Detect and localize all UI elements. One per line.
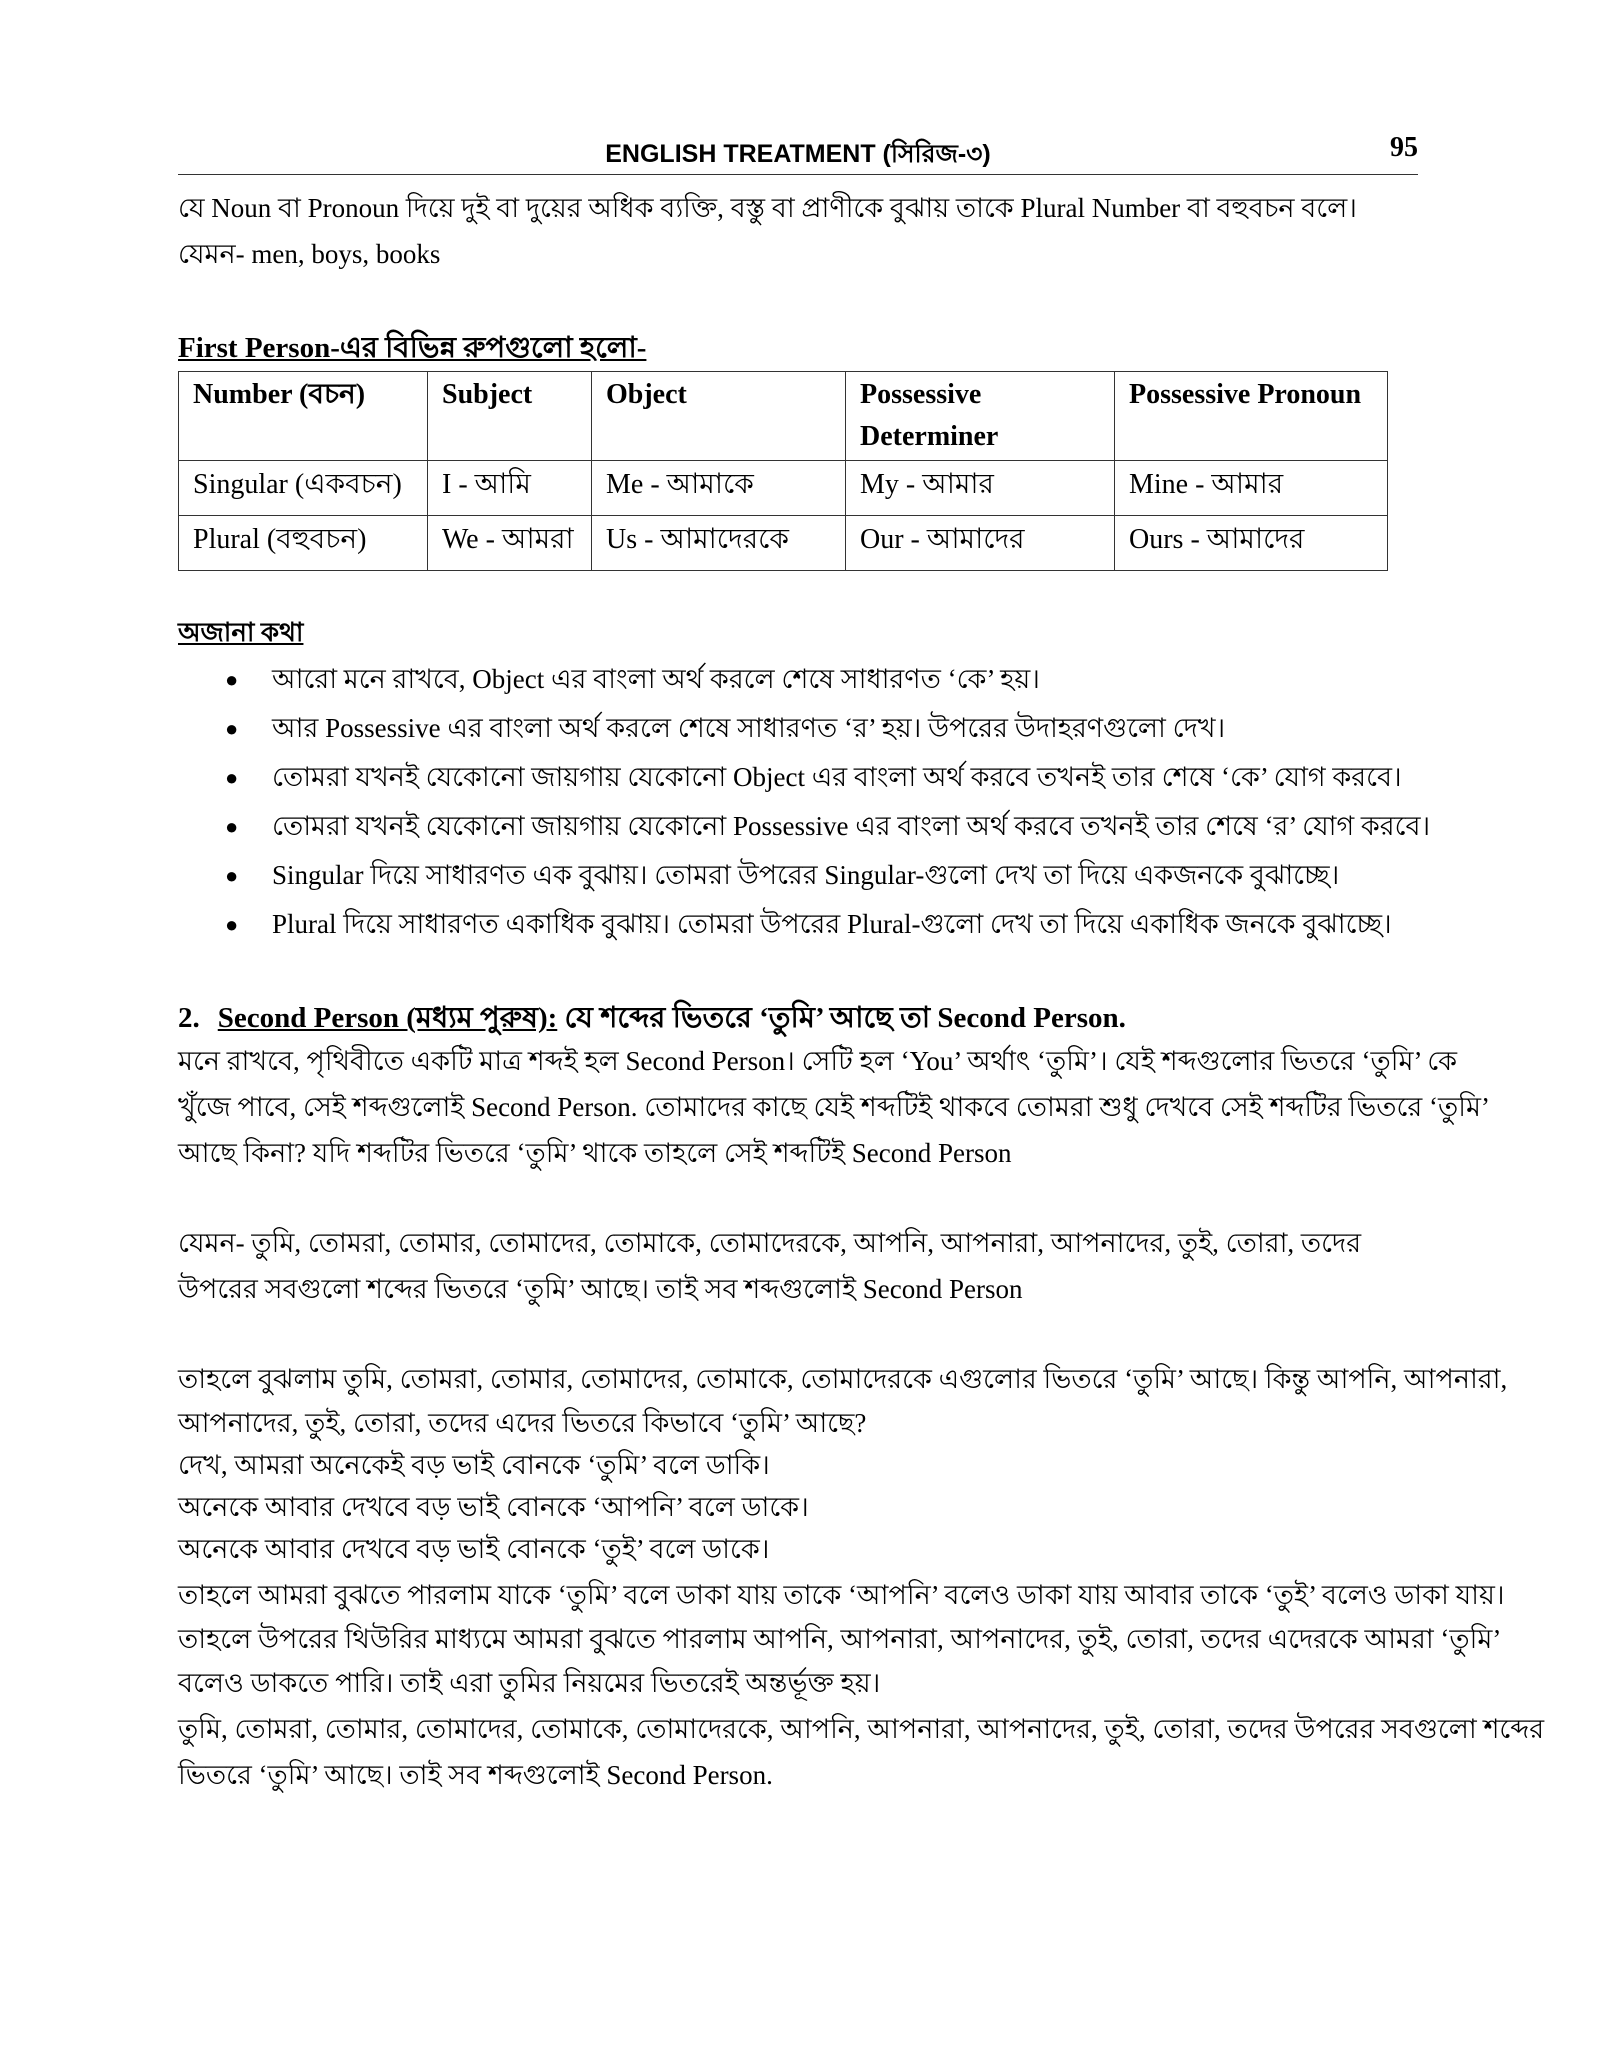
list-item	[220, 851, 1430, 900]
header-title: ENGLISH TREATMENT (সিরিজ-৩)	[605, 140, 991, 168]
intro-line-1: যে Noun বা Pronoun দিয়ে দুই বা দুয়ের অধিক ব্যক্তি, বস্তু বা প্রাণীকে বুঝায় তাকে Plural Number বা বহুবচন বলে।	[178, 193, 1357, 223]
table-header-cell: Possessive Pronoun	[1115, 372, 1388, 461]
bullet-icon: ●	[225, 814, 239, 839]
table-cell: Me - আমাকে	[592, 461, 846, 516]
paragraph-line: যেমন- তুমি, তোমরা, তোমার, তোমাদের, তোমাকে, তোমাদেরকে, আপনি, আপনারা, আপনাদের, তুই, তোরা, তদের	[178, 1228, 1362, 1258]
paragraph-line: উপরের সবগুলো শব্দের ভিতরে ‘তুমি’ আছে। তাই সব শব্দগুলোই Second Person	[178, 1274, 1023, 1304]
intro-line-2: যেমন- men, boys, books	[178, 239, 441, 269]
table-cell: I - আমি	[428, 461, 592, 516]
section-title: Second Person (মধ্যম পুরুষ):	[217, 1002, 558, 1034]
list-item-text: আরো মনে রাখবে, Object এর বাংলা অর্থ করলে শেষে সাধারণত ‘কে’ হয়।	[272, 664, 1040, 694]
bullet-icon: ●	[225, 863, 239, 888]
paragraph-line: দেখ, আমরা অনেকেই বড় ভাই বোনকে ‘তুমি’ বলে ডাকি।	[178, 1450, 770, 1480]
paragraph-line: তাহলে বুঝলাম তুমি, তোমরা, তোমার, তোমাদের, তোমাকে, তোমাদেরকে এগুলোর ভিতরে ‘তুমি’ আছে। কিন্তু আপনি, আপনারা,	[178, 1364, 1508, 1394]
facts-list	[220, 655, 1430, 949]
second-person-heading	[178, 995, 1126, 1044]
paragraph-line: তাহলে উপরের থিউরির মাধ্যমে আমরা বুঝতে পারলাম আপনি, আপনারা, আপনাদের, তুই, তোরা, তদের এদেরকে আমরা ‘তুমি’	[178, 1624, 1502, 1654]
table-header-cell: Object	[592, 372, 846, 461]
paragraph-line: আপনাদের, তুই, তোরা, তদের এদের ভিতরে কিভাবে ‘তুমি’ আছে?	[178, 1408, 867, 1438]
table-row	[179, 461, 1388, 516]
list-item-text: Plural দিয়ে সাধারণত একাধিক বুঝায়। তোমরা উপরের Plural-গুলো দেখ তা দিয়ে একাধিক জনকে বুঝাচ্ছে।	[272, 909, 1392, 939]
paragraph-line: ভিতরে ‘তুমি’ আছে। তাই সব শব্দগুলোই Second Person.	[178, 1760, 773, 1790]
list-item	[220, 753, 1430, 802]
page-header	[178, 130, 1418, 175]
unknown-facts-heading: অজানা কথা	[178, 618, 304, 647]
table-cell: My - আমার	[846, 461, 1115, 516]
paragraph-line: আছে কিনা? যদি শব্দটির ভিতরে ‘তুমি’ থাকে তাহলে সেই শব্দটিই Second Person	[178, 1138, 1012, 1168]
first-person-heading: First Person-এর বিভিন্ন রুপগুলো হলো-	[178, 332, 647, 364]
table-header-cell: Subject	[428, 372, 592, 461]
paragraph-line: মনে রাখবে, পৃথিবীতে একটি মাত্র শব্দই হল Second Person। সেটি হল ‘You’ অর্থাৎ ‘তুমি’। যেই শব্দগুলোর ভিতরে ‘তুমি’ কে	[178, 1046, 1458, 1076]
table-cell: Plural (বহুবচন)	[179, 516, 428, 571]
list-item-text: Singular দিয়ে সাধারণত এক বুঝায়। তোমরা উপরের Singular-গুলো দেখ তা দিয়ে একজনকে বুঝাচ্ছে।	[272, 860, 1340, 890]
paragraph-line: খুঁজে পাবে, সেই শব্দগুলোই Second Person. তোমাদের কাছে যেই শব্দটিই থাকবে তোমরা শুধু দেখবে সেই শব্দটির ভিতরে ‘তুমি’	[178, 1092, 1490, 1122]
bullet-icon: ●	[225, 912, 239, 937]
table-cell: We - আমরা	[428, 516, 592, 571]
table-cell: Mine - আমার	[1115, 461, 1388, 516]
table-cell: Us - আমাদেরকে	[592, 516, 846, 571]
bullet-icon: ●	[225, 765, 239, 790]
table-header-cell: Possessive Determiner	[846, 372, 1115, 461]
paragraph-line: অনেকে আবার দেখবে বড় ভাই বোনকে ‘আপনি’ বলে ডাকে।	[178, 1492, 809, 1522]
table-row	[179, 516, 1388, 571]
paragraph-line: তুমি, তোমরা, তোমার, তোমাদের, তোমাকে, তোমাদেরকে, আপনি, আপনারা, আপনাদের, তুই, তোরা, তদের উপরের সবগুলো শব্দের	[178, 1714, 1545, 1744]
list-item	[220, 704, 1430, 753]
list-item	[220, 655, 1430, 704]
section-subtitle: যে শব্দের ভিতরে ‘তুমি’ আছে তা Second Person.	[564, 1002, 1126, 1034]
table-cell: Ours - আমাদের	[1115, 516, 1388, 571]
list-item-text: তোমরা যখনই যেকোনো জায়গায় যেকোনো Object এর বাংলা অর্থ করবে তখনই তার শেষে ‘কে’ যোগ করবে।	[272, 762, 1402, 792]
bullet-icon: ●	[225, 667, 239, 692]
list-item	[220, 802, 1430, 851]
page-number: 95	[1390, 132, 1418, 163]
list-item	[220, 900, 1430, 949]
table-cell: Singular (একবচন)	[179, 461, 428, 516]
list-item-text: তোমরা যখনই যেকোনো জায়গায় যেকোনো Possessive এর বাংলা অর্থ করবে তখনই তার শেষে ‘র’ যোগ করবে।	[272, 811, 1431, 841]
section-number: 2.	[178, 1002, 200, 1034]
table-header-cell: Number (বচন)	[179, 372, 428, 461]
paragraph-line: তাহলে আমরা বুঝতে পারলাম যাকে ‘তুমি’ বলে ডাকা যায় তাকে ‘আপনি’ বলেও ডাকা যায় আবার তাকে ‘তুই’ বলেও ডাকা যায়।	[178, 1580, 1505, 1610]
table-header-row	[179, 372, 1388, 461]
paragraph-line: বলেও ডাকতে পারি। তাই এরা তুমির নিয়মের ভিতরেই অন্তর্ভূক্ত হয়।	[178, 1668, 881, 1698]
list-item-text: আর Possessive এর বাংলা অর্থ করলে শেষে সাধারণত ‘র’ হয়। উপরের উদাহরণগুলো দেখ।	[272, 713, 1226, 743]
paragraph-line: অনেকে আবার দেখবে বড় ভাই বোনকে ‘তুই’ বলে ডাকে।	[178, 1534, 770, 1564]
bullet-icon: ●	[225, 716, 239, 741]
table-cell: Our - আমাদের	[846, 516, 1115, 571]
first-person-table	[178, 371, 1388, 571]
